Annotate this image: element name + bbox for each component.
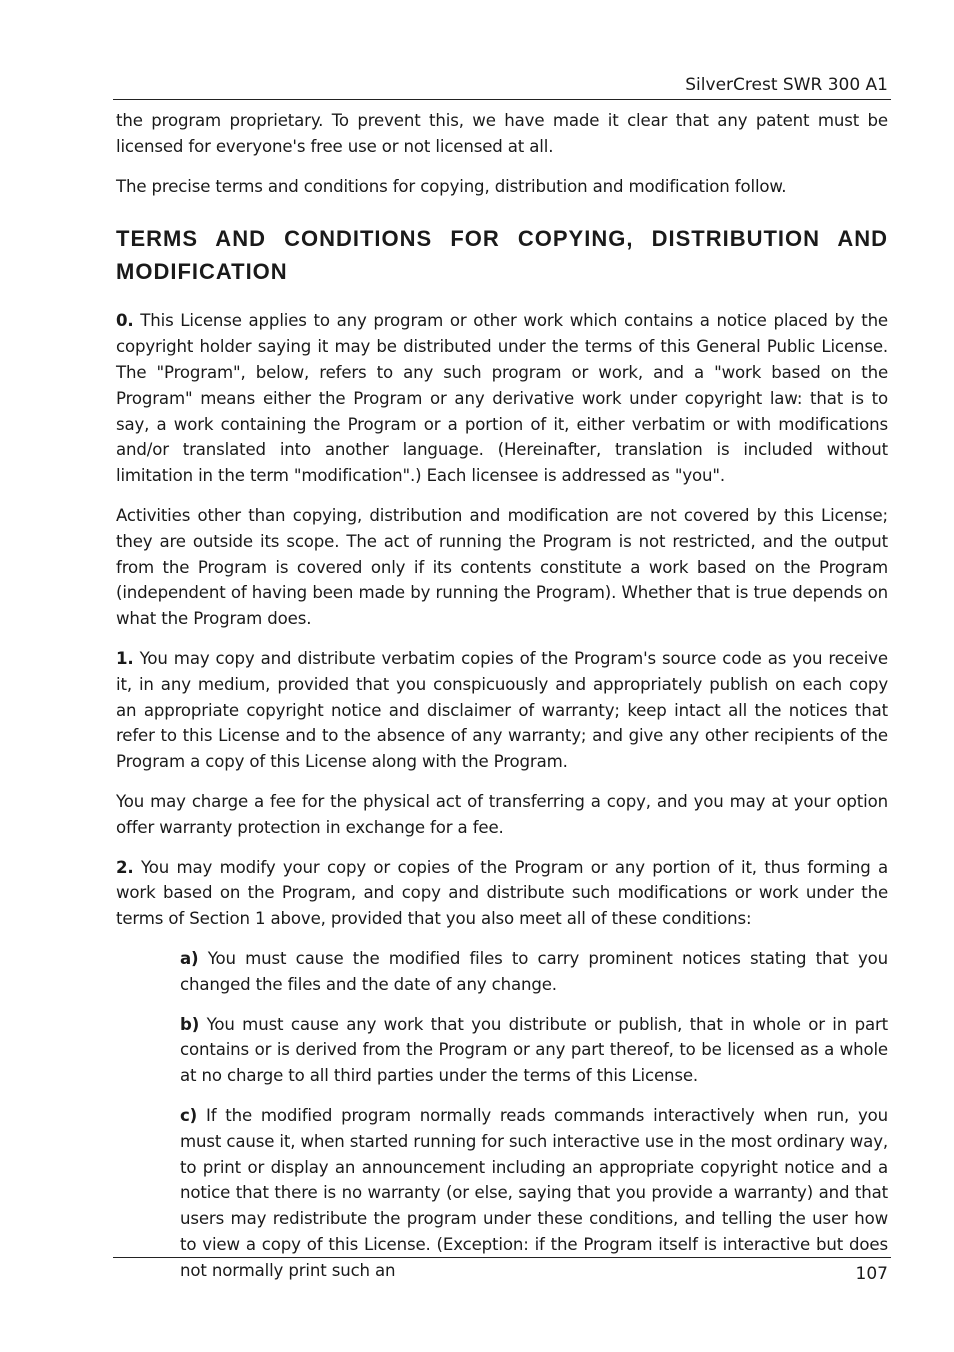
section-1-number: 1. [116,648,134,668]
section-1-text: You may copy and distribute verbatim copies of the Program's source code as you receive it, in any medium, provided that you conspicuously and appropriately publish on each copy an appropriate copyright notice and disclaimer of warranty; keep intact all the notices that refer to this License and to the absence of any warranty; and give any other recipients of the Program a copy of this License along with the Program. [116,648,888,772]
section-2a-text: You must cause the modified files to carry prominent notices stating that you changed the files and the date of any change. [180,948,888,994]
section-0-paragraph [116,308,888,489]
section-2-text: You may modify your copy or copies of the Program or any portion of it, thus forming a work based on the Program, and copy and distribute such modifications or work under the terms of Section 1 above, provided that you also meet all of these conditions: [116,857,888,929]
header-divider [113,99,891,100]
section-2-paragraph [116,855,888,932]
section-2a-label: a) [180,948,199,968]
section-0-number: 0. [116,311,134,331]
section-2c-label: c) [180,1105,198,1125]
section-0-text: This License applies to any program or other work which contains a notice placed by the copyright holder saying it may be distributed under the terms of this General Public License. The "Program", below, refers to any such program or work, and a "work based on the Program" means either the Program or any derivative work under copyright law: that is to say, a work containing the Program or a portion of it, either verbatim or with modifications and/or translated into another language. (Hereinafter, translation is included without limitation in the term "modification".) Each licensee is addressed as "you". [116,311,888,486]
section-2-number: 2. [116,857,134,877]
page-content [116,108,888,1297]
header-title: SilverCrest SWR 300 A1 [685,75,888,95]
activities-paragraph: Activities other than copying, distribution and modification are not covered by this License; they are outside its scope. The act of running the Program is not restricted, and the output from the Program is covered only if its contents constitute a work based on the Program (independent of having been made by running the Program). Whether that is true depends on what the Program does. [116,505,888,629]
section-2b-paragraph [180,1012,888,1089]
section-2a-paragraph [180,946,888,998]
fee-paragraph: You may charge a fee for the physical act of transferring a copy, and you may at your option offer warranty protection in exchange for a fee. [116,791,888,837]
section-2b-label: b) [180,1014,200,1034]
section-2b-text: You must cause any work that you distribute or publish, that in whole or in part contains or is derived from the Program or any part thereof, to be licensed as a whole at no charge to all third parties under the terms of this License. [180,1014,888,1086]
intro-paragraph-1: the program proprietary. To prevent this, we have made it clear that any patent must be licensed for everyone's free use or not licensed at all. [116,111,888,156]
section-heading: TERMS AND CONDITIONS FOR COPYING, DISTRIBUTION AND MODIFICATION [116,226,888,285]
intro-paragraph-2: The precise terms and conditions for copying, distribution and modification follow. [116,176,787,196]
section-1-paragraph [116,646,888,775]
footer-divider [113,1257,891,1258]
section-2c-text: If the modified program normally reads commands interactively when run, you must cause it, when started running for such interactive use in the most ordinary way, to print or display an announcement including an appropriate copyright notice and a notice that there is no warranty (or else, saying that you provide a warranty) and that users may redistribute the program under these conditions, and telling the user how to view a copy of this License. (Exception: if the Program itself is interactive but does not normally print such an [180,1105,888,1280]
page-number: 107 [855,1264,888,1284]
